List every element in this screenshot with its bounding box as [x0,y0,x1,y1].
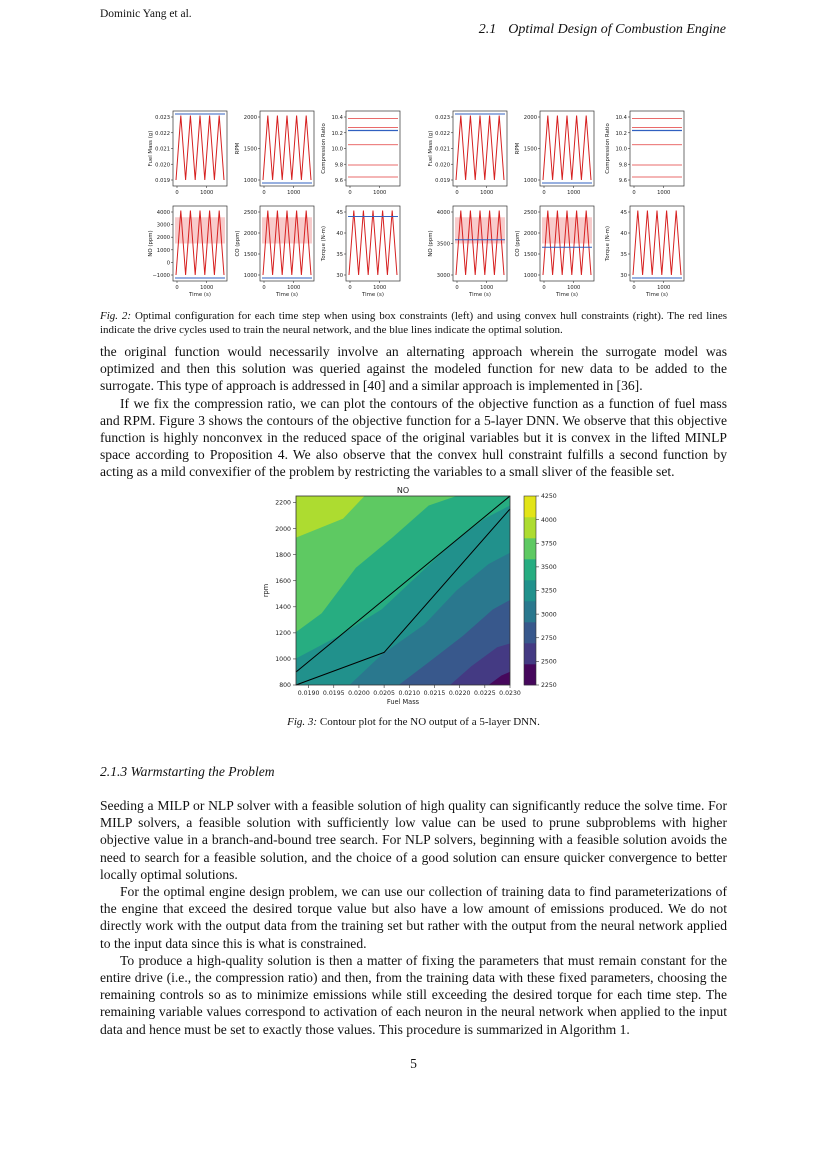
figure-3-caption-label: Fig. 3: [287,716,318,728]
section-number: 2.1 [478,22,497,37]
subplot-panel [235,111,314,196]
y-tick-label: 1000 [523,178,537,184]
y-tick-label: 1500 [243,146,257,153]
drive-cycle-line [263,116,311,181]
figure-3-contour-plot [258,482,568,712]
paragraph: the original function would necessarily involve an alternating approach wherein the surrogate model was optimized and then this solution was queried against the modeled function for new data to be added to the surrogate. This type of approach is addressed in [40] and a similar approach is implemented in [36]. [100,344,727,394]
x-tick-label: 1000 [567,190,581,196]
x-tick-label: 0 [455,285,459,291]
subplot-panel [428,111,507,196]
y-tick-label: 0.020 [435,162,450,169]
figure-2-caption [100,310,727,337]
y-tick-label: 10.0 [615,146,627,153]
y-tick-label: 40 [620,231,627,237]
y-tick-label: 9.6 [618,178,627,184]
subsection-number: 2.1.3 [100,764,128,779]
x-tick-label: 0 [542,285,546,291]
y-axis-label: Fuel Mass (g) [428,130,434,167]
x-tick-label: 0.0195 [322,690,345,697]
colorbar-segment [524,559,536,580]
y-tick-label: 30 [336,273,343,279]
y-tick-label: 1000 [243,273,257,279]
x-tick-label: 1000 [200,190,214,196]
paragraph: If we fix the compression ratio, we can plot the contours of the objective function as a function of fuel mass and RPM. Figure 3 shows the contours of the objective function for a 5-layer DNN. We observe that this objective function is highly nonconvex in the reduced space of the original variables but it is convex in the lifted MINLP space according to Proposition 4. We also observe that the convex hull constraint fulfills a second function by acting as a mild convexifier of the problem by restricting the variables to a small sliver of the feasible set. [100,395,727,480]
y-axis-label: Fuel Mass (g) [148,130,154,167]
y-tick-label: 3500 [436,241,450,248]
y-tick-label: 1500 [243,252,257,258]
x-tick-label: 0.0200 [348,690,370,697]
colorbar-tick-label: 2250 [541,682,557,690]
y-tick-label: 1000 [243,178,257,184]
y-tick-label: 2000 [275,525,291,533]
y-tick-label: 10.4 [331,115,343,121]
colorbar-segment [524,538,536,559]
y-tick-label: 1400 [275,603,291,611]
colorbar-tick-label: 4000 [541,516,557,524]
subplot-panel [321,206,400,298]
y-axis-label: rpm [262,583,270,598]
x-axis-label: Time (s) [362,292,384,298]
y-tick-label: −1000 [152,273,170,279]
x-tick-label: 0 [455,190,459,196]
paragraph: To produce a high-quality solution is then a matter of fixing the parameters that must remain constant for the entire drive (i.e., the compression ratio) and then, from the training data with these fixed parameters, choosing the remaining controls so as to minimize emissions while still exceeding the desired torque for each time step. The remaining variable values correspond to activation of each neuron in the neural network when applied to the input data and hence must be set to exactly those values. This procedure is summarized in Algorithm 1. [100,952,727,1037]
y-tick-label: 9.6 [334,178,343,184]
x-tick-label: 1000 [373,285,387,291]
y-tick-label: 0.019 [435,178,450,184]
y-tick-label: 3000 [156,222,170,229]
x-axis-label: Time (s) [469,292,491,298]
x-tick-label: 0.0190 [297,690,320,697]
colorbar-segment [524,622,536,643]
colorbar-segment [524,580,536,601]
colorbar-segment [524,517,536,538]
y-tick-label: 0.022 [155,130,170,137]
colorbar-tick-label: 3500 [541,564,557,572]
y-axis-label: Compression Ratio [605,123,611,174]
y-tick-label: 2000 [243,231,257,237]
subplot-panel [428,206,507,298]
y-axis-label: Torque (N-m) [605,225,611,262]
running-header-authors: Dominic Yang et al. [100,8,192,20]
x-tick-label: 0 [542,190,546,196]
colorbar-segment [524,496,536,517]
y-tick-label: 0.019 [155,178,170,184]
x-tick-label: 1000 [287,190,301,196]
y-tick-label: 2500 [523,210,537,216]
x-tick-label: 0 [632,285,636,291]
y-tick-label: 10.2 [615,130,627,137]
x-tick-label: 0.0225 [473,690,496,697]
colorbar-tick-label: 2750 [541,634,557,642]
y-axis-label: CO (ppm) [515,230,521,257]
y-tick-label: 2000 [523,115,537,121]
y-tick-label: 1000 [156,247,170,254]
drive-cycle-line [176,116,224,181]
x-tick-label: 0.0215 [423,690,446,697]
y-tick-label: 0.020 [155,162,170,169]
y-tick-label: 9.8 [618,162,627,169]
subplot-panel [148,206,227,298]
x-tick-label: 1000 [480,285,494,291]
y-tick-label: 1200 [275,630,291,638]
x-tick-label: 0.0205 [373,690,395,697]
running-header-section [479,22,726,38]
y-tick-label: 35 [336,252,343,258]
colorbar-segment [524,601,536,622]
y-tick-label: 45 [620,210,627,216]
chart-title: NO [396,486,410,495]
x-tick-label: 1000 [373,190,387,196]
y-tick-label: 35 [620,252,627,258]
colorbar-tick-label: 3000 [541,611,557,619]
x-tick-label: 1000 [657,190,671,196]
y-tick-label: 0.023 [435,115,450,121]
x-tick-label: 0 [175,190,179,196]
paragraph: Seeding a MILP or NLP solver with a feasible solution of high quality can significantly reduce the solve time. For MILP solvers, a feasible solution with sufficiently low value can be used to prune subproblems with higher objective value in a branch-and-bound tree search. For NLP solvers, beginning with a feasible solution avoids the need to search for a feasible solution, and the choice of a good solution can ensure quicker convergence to better locally optimal solutions. [100,798,727,882]
x-axis-label: Time (s) [556,292,578,298]
x-tick-label: 1000 [287,285,301,291]
x-axis-label: Time (s) [646,292,668,298]
y-tick-label: 4000 [156,210,170,216]
figure-3-caption-text: Contour plot for the NO output of a 5-layer DNN. [319,716,540,728]
body-text-top [100,343,727,481]
colorbar-segment [524,664,536,685]
figure-2-caption-text: Optimal configuration for each time step when using box constraints (left) and using convex hull constraints (right). The red lines indicate the drive cycles used to train the neural network, and the blue lines indicate the optimal solution. [100,310,727,336]
y-tick-label: 1800 [275,551,291,559]
colorbar-tick-label: 2500 [541,658,557,666]
y-tick-label: 10.0 [331,146,343,153]
y-tick-label: 4000 [436,210,450,216]
axes-frame [630,111,684,186]
y-axis-label: CO (ppm) [235,230,241,257]
y-tick-label: 1600 [275,577,291,585]
y-tick-label: 0.021 [435,146,450,153]
x-tick-label: 0 [348,285,352,291]
y-axis-label: Torque (N-m) [321,225,327,262]
x-tick-label: 1000 [200,285,214,291]
y-axis-label: NO (ppm) [428,230,434,257]
x-tick-label: 0.0210 [398,690,421,697]
y-tick-label: 0.022 [435,130,450,137]
subsection-heading [100,764,275,780]
colorbar-tick-label: 3250 [541,587,557,595]
subplot-panel [148,111,227,196]
colorbar-tick-label: 4250 [541,493,557,501]
colorbar-tick-label: 3750 [541,540,557,548]
y-axis-label: Compression Ratio [321,123,327,174]
figure-2-caption-label: Fig. 2: [100,310,132,322]
x-tick-label: 0.0220 [448,690,471,697]
y-tick-label: 2500 [243,210,257,216]
y-tick-label: 3000 [436,273,450,279]
y-tick-label: 10.2 [331,130,343,137]
y-tick-label: 9.8 [334,162,343,169]
y-tick-label: 0.021 [155,146,170,153]
paragraph: For the optimal engine design problem, we can use our collection of training data to find parameterizations of the engine that exceed the desired torque value but also have a low amount of emissions produced. We do not directly work with the output data from the training set but rather with the output from the neural network applied to the input data since this is what is constrained. [100,884,727,951]
x-tick-label: 0 [175,285,179,291]
subplot-panel [515,111,594,196]
x-axis-label: Fuel Mass [386,698,420,706]
y-tick-label: 2200 [275,499,291,507]
x-tick-label: 0.0230 [499,690,521,697]
x-tick-label: 0 [348,190,352,196]
y-tick-label: 45 [336,210,343,216]
x-tick-label: 1000 [480,190,494,196]
y-tick-label: 1000 [523,273,537,279]
y-tick-label: 0.023 [155,115,170,121]
x-tick-label: 1000 [657,285,671,291]
y-tick-label: 1500 [523,146,537,153]
axes-frame [346,111,400,186]
y-tick-label: 1500 [523,252,537,258]
x-tick-label: 1000 [567,285,581,291]
y-tick-label: 30 [620,273,627,279]
subplot-panel [235,206,314,298]
y-tick-label: 2000 [523,231,537,237]
figure-2-grid [140,103,730,309]
drive-cycle-line [456,116,504,181]
y-tick-label: 1000 [275,656,291,664]
section-title: Optimal Design of Combustion Engine [508,22,726,37]
y-tick-label: 0 [166,260,170,267]
subplot-panel [515,206,594,298]
colorbar-segment [524,643,536,664]
y-axis-label: NO (ppm) [148,230,154,257]
drive-cycle-line [349,211,397,276]
body-text-bottom [100,797,727,1038]
drive-cycle-line [543,116,591,181]
y-tick-label: 10.4 [615,115,627,121]
figure-3-caption [100,716,727,730]
x-tick-label: 0 [262,285,266,291]
y-axis-label: RPM [515,142,521,155]
subsection-title: Warmstarting the Problem [130,764,275,779]
page-number: 5 [410,1056,417,1071]
y-tick-label: 2000 [156,235,170,242]
x-axis-label: Time (s) [189,292,211,298]
y-tick-label: 800 [279,682,291,690]
x-tick-label: 0 [262,190,266,196]
y-tick-label: 2000 [243,115,257,121]
subplot-panel [605,206,684,298]
subplot-panel [321,111,400,196]
x-axis-label: Time (s) [276,292,298,298]
drive-cycle-line [633,211,681,276]
subplot-panel [605,111,684,196]
y-axis-label: RPM [235,142,241,155]
y-tick-label: 40 [336,231,343,237]
x-tick-label: 0 [632,190,636,196]
